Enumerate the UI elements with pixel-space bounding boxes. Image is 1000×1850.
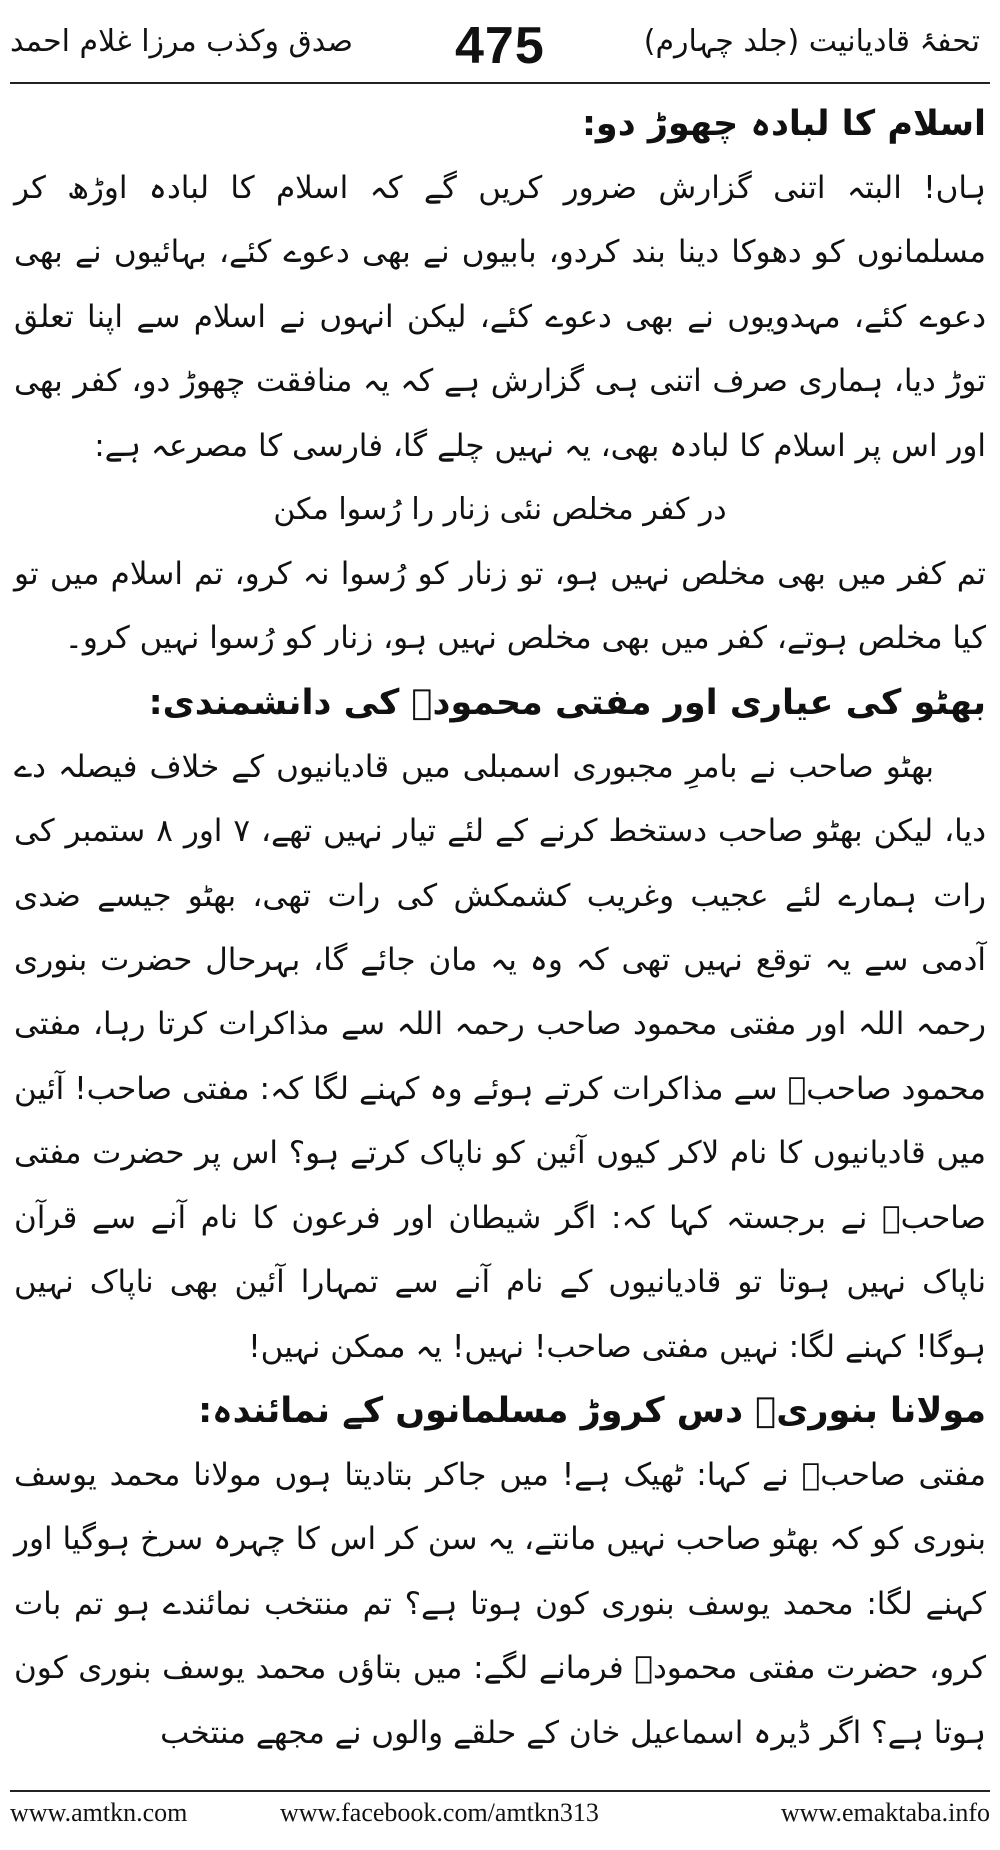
- persian-verse: در کفر مخلص نئی زنار را رُسوا مکن: [273, 492, 727, 528]
- paragraph: مفتی صاحبؒ نے کہا: ٹھیک ہے! میں جاکر بتادیتا ہوں مولانا محمد یوسف بنوری کو کہ بھٹو صاحب نہیں مانتے، یہ سن کر اس کا چہرہ سرخ ہوگیا اور کہنے لگا: محمد یوسف بنوری کون ہوتا ہے؟ تم منتخب نمائندے ہو تم بات کرو، حضرت مفتی محمودؒ فرمانے لگے: میں بتاؤں محمد یوسف بنوری کون ہوتا ہے؟ اگر ڈیرہ اسماعیل خان کے حلقے والوں نے مجھے منتخب: [14, 1456, 986, 1751]
- footer-link-emaktaba[interactable]: www.emaktaba.info: [780, 1798, 990, 1827]
- section-heading: بھٹو کی عیاری اور مفتی محمودؒ کی دانشمندی:: [148, 682, 986, 723]
- footer-link-website[interactable]: www.amtkn.com: [10, 1798, 188, 1827]
- section-heading: مولانا بنوریؒ دس کروڑ مسلمانوں کے نمائندہ:: [198, 1390, 986, 1431]
- footer-link-facebook[interactable]: www.facebook.com/amtkn313: [280, 1798, 599, 1827]
- page-number: 475: [455, 17, 545, 75]
- verse-translation: تم کفر میں بھی مخلص نہیں ہو، تو زنار کو رُسوا نہ کرو، تم اسلام میں تو کیا مخلص ہوتے، کفر میں بھی مخلص نہیں ہو، زنار کو رُسوا نہیں کرو۔: [14, 556, 986, 657]
- paragraph: بھٹو صاحب نے بامرِ مجبوری اسمبلی میں قادیانیوں کے خلاف فیصلہ دے دیا، لیکن بھٹو صاحب دستخط کرنے کے لئے تیار نہیں تھے، ۷ اور ۸ ستمبر کی رات ہمارے لئے عجیب وغریب کشمکش کی رات تھی، بھٹو جیسے ضدی آدمی سے یہ توقع نہیں تھی کہ وہ یہ مان جائے گا، بہرحال حضرت بنوری رحمہ اللہ اور مفتی محمود صاحب رحمہ اللہ سے مذاکرات کرتا رہا، مفتی محمود صاحبؒ سے مذاکرات کرتے ہوئے وہ کہنے لگا کہ: مفتی صاحب! آئین میں قادیانیوں کا نام لاکر کیوں آئین کو ناپاک کرتے ہو؟ اس پر حضرت مفتی صاحبؒ نے برجستہ کہا کہ: اگر شیطان اور فرعون کا نام آنے سے قرآن ناپاک نہیں ہوتا تو قادیانیوں کے نام آنے سے تمہارا آئین بھی ناپاک نہیں ہوگا! کہنے لگا: نہیں مفتی صاحب! نہیں! یہ ممکن نہیں!: [14, 748, 987, 1365]
- chapter-title: صدق وکذب مرزا غلام احمد: [10, 24, 353, 59]
- page-footer: [10, 1790, 990, 1832]
- section-heading: اسلام کا لبادہ چھوڑ دو:: [581, 104, 986, 144]
- paragraph: ہاں! البتہ اتنی گزارش ضرور کریں گے کہ اسلام کا لبادہ اوڑھ کر مسلمانوں کو دھوکا دینا بند کردو، بابیوں نے بھی دعوے کئے، بہائیوں نے بھی دعوے کئے، مہدویوں نے بھی دعوے کئے، لیکن انہوں نے اسلام سے اپنا تعلق توڑ دیا، ہماری صرف اتنی ہی گزارش ہے کہ یہ منافقت چھوڑ دو، کفر بھی اور اس پر اسلام کا لبادہ بھی، یہ نہیں چلے گا، فارسی کا مصرعہ ہے:: [14, 170, 986, 464]
- book-title: تحفۂ قادیانیت (جلد چہارم): [643, 24, 980, 59]
- page-body: [14, 92, 986, 1762]
- page-header: [10, 10, 990, 84]
